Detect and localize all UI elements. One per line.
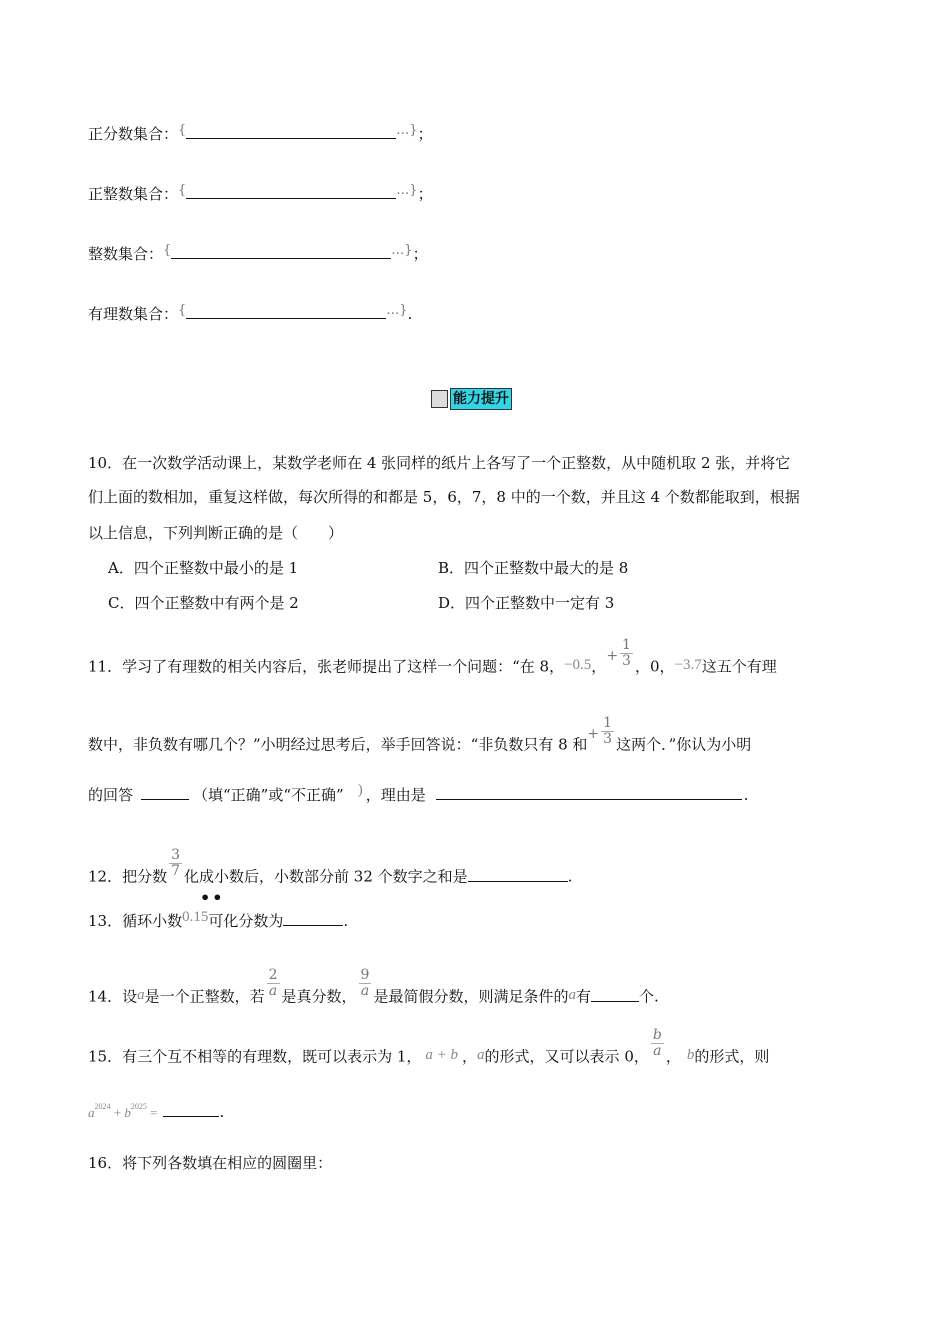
- set-line-positive-integers: [88, 180, 433, 205]
- fraction-denominator: 3: [622, 653, 631, 669]
- fraction-denominator: a: [267, 983, 280, 999]
- q15-text: 的形式，又可以表示 0，: [484, 1047, 649, 1066]
- set-end: ；: [412, 245, 428, 263]
- q15-var-b: b: [686, 1046, 695, 1063]
- q11-fraction: [620, 638, 633, 669]
- q15-a-plus-b: a + b: [425, 1046, 459, 1063]
- answer-blank[interactable]: [283, 910, 343, 926]
- q15-line-1: [88, 1027, 770, 1073]
- q11-sep: ，0，: [634, 657, 675, 676]
- q14-text: 是真分数，: [281, 987, 357, 1006]
- answer-blank[interactable]: [141, 784, 189, 800]
- q13-text: 可化分数为: [208, 912, 284, 930]
- q11-text: ，理由是: [365, 786, 426, 804]
- q13-end: .: [343, 912, 349, 930]
- q12-text: 化成小数后，小数部分前 32 个数字之和是: [184, 867, 468, 886]
- section-heading: [431, 389, 512, 409]
- fraction-numerator: 9: [360, 967, 370, 983]
- set-line-integers: [88, 240, 428, 265]
- q11-fraction: [601, 716, 614, 747]
- q11-text: 数中，非负数有哪几个？”小明经过思考后，举手回答说：“非负数只有 8 和: [88, 735, 588, 754]
- q14-text: 有: [575, 987, 591, 1006]
- q11-plus: +: [587, 725, 600, 742]
- q15-exp-2: 2025: [130, 1102, 147, 1111]
- q15-expr-a: a: [88, 1105, 95, 1120]
- brace-close: …}: [396, 183, 418, 198]
- fraction-numerator: 2: [268, 967, 278, 983]
- q15-text: 的形式，则: [694, 1047, 770, 1066]
- q15-sep: ，: [665, 1047, 681, 1066]
- q15-sep: ，: [462, 1047, 478, 1066]
- set-label: 正整数集合：: [88, 185, 179, 203]
- q15-eq: =: [146, 1105, 158, 1120]
- fraction-numerator: 1: [603, 715, 613, 731]
- q10-option-c[interactable]: C．四个正整数中有两个是 2: [108, 594, 299, 612]
- answer-blank[interactable]: [436, 784, 742, 800]
- set-line-rationals: [88, 300, 412, 325]
- q15-expression: [88, 1102, 158, 1120]
- set-end: ；: [417, 185, 433, 203]
- q13-decimal: 0.15: [182, 909, 209, 925]
- set-end: ；: [417, 125, 433, 143]
- q15-exp-1: 2024: [94, 1102, 111, 1111]
- brace-open: {: [163, 243, 172, 258]
- q13-line: [88, 910, 348, 933]
- set-label: 整数集合：: [88, 245, 164, 263]
- set-label: 正分数集合：: [88, 125, 179, 143]
- q10-line-2: 们上面的数相加，重复这样做，每次所得的和都是 5，6，7，8 中的一个数，并且这 4 个数都能取到，根据: [88, 488, 800, 506]
- q10-option-a[interactable]: A．四个正整数中最小的是 1: [108, 559, 299, 577]
- q11-paren: ): [357, 782, 363, 798]
- q15-plus: +: [110, 1105, 125, 1120]
- brace-open: {: [178, 123, 187, 138]
- q14-var-a: a: [568, 986, 576, 1003]
- q11-text: （填“正确”或“不正确”: [193, 786, 344, 804]
- q14-fraction-1: [267, 968, 280, 999]
- q11-neg-half: −0.5: [564, 656, 592, 673]
- q15-var-a: a: [477, 1046, 485, 1063]
- fraction-numerator: 3: [171, 847, 181, 863]
- q13-text: 13．循环小数: [88, 912, 183, 930]
- brace-close: …}: [396, 123, 418, 138]
- q10-option-d[interactable]: D．四个正整数中一定有 3: [438, 594, 615, 612]
- fraction-numerator: 1: [622, 637, 631, 653]
- q14-line: [88, 967, 659, 1013]
- q14-var-a: a: [137, 986, 145, 1003]
- brace-close: …}: [386, 303, 408, 318]
- answer-blank[interactable]: [163, 1101, 219, 1117]
- answer-blank[interactable]: [186, 183, 396, 199]
- heading-box-icon: [431, 390, 448, 408]
- brace-close: …}: [391, 243, 413, 258]
- q14-text: 是最简假分数，则满足条件的: [373, 987, 569, 1006]
- q11-text: .: [743, 786, 749, 804]
- q11-plus: +: [606, 647, 619, 664]
- q14-fraction-2: [359, 968, 372, 999]
- fraction-numerator: b: [652, 1027, 662, 1043]
- q11-line-3: [88, 784, 749, 807]
- q12-text: 12．把分数: [88, 867, 168, 886]
- q12-end: .: [567, 867, 573, 886]
- q14-text: 是一个正整数，若: [144, 987, 265, 1006]
- q14-text: 14．设: [88, 987, 138, 1006]
- brace-open: {: [178, 303, 187, 318]
- repeat-dots-icon: ••: [200, 888, 225, 907]
- q15-fraction: [651, 1028, 664, 1059]
- q15-expr-b: b: [124, 1105, 131, 1120]
- answer-blank[interactable]: [468, 866, 568, 882]
- q12-line: [88, 847, 573, 893]
- answer-blank[interactable]: [186, 123, 396, 139]
- answer-blank[interactable]: [171, 243, 391, 259]
- fraction-denominator: 7: [171, 863, 181, 879]
- set-label: 有理数集合：: [88, 305, 179, 323]
- set-line-positive-fractions: [88, 120, 433, 145]
- q15-line-2: [88, 1096, 224, 1124]
- q12-fraction: [169, 848, 182, 879]
- brace-open: {: [178, 183, 187, 198]
- q11-neg-37: −3.7: [674, 656, 702, 673]
- set-end: .: [407, 305, 413, 323]
- fraction-denominator: a: [651, 1043, 664, 1059]
- fraction-denominator: 3: [603, 731, 613, 747]
- q15-end: .: [219, 1103, 225, 1121]
- answer-blank[interactable]: [186, 303, 386, 319]
- q10-line-1: 10．在一次数学活动课上，某数学老师在 4 张同样的纸片上各写了一个正整数，从中随机取 2 张，并将它: [88, 454, 791, 472]
- q10-option-b[interactable]: B．四个正整数中最大的是 8: [438, 559, 629, 577]
- q14-end: 个.: [639, 987, 659, 1006]
- q11-text: 11．学习了有理数的相关内容后，张老师提出了这样一个问题：“在 8，: [88, 657, 565, 676]
- q11-line-2: [88, 715, 752, 761]
- q11-sep: ，: [591, 657, 607, 676]
- q16-line: 16．将下列各数填在相应的圆圈里：: [88, 1154, 333, 1172]
- q11-text: 的回答: [88, 786, 134, 804]
- q11-line-1: [88, 637, 777, 683]
- q11-text: 这两个．”你认为小明: [616, 735, 752, 754]
- fraction-denominator: a: [359, 983, 372, 999]
- q15-text: 15．有三个互不相等的有理数，既可以表示为 1，: [88, 1047, 422, 1066]
- answer-blank[interactable]: [591, 986, 639, 1002]
- heading-label: 能力提升: [450, 388, 512, 410]
- q10-line-3: 以上信息，下列判断正确的是（ ）: [88, 524, 344, 542]
- q11-text: 这五个有理: [701, 657, 777, 676]
